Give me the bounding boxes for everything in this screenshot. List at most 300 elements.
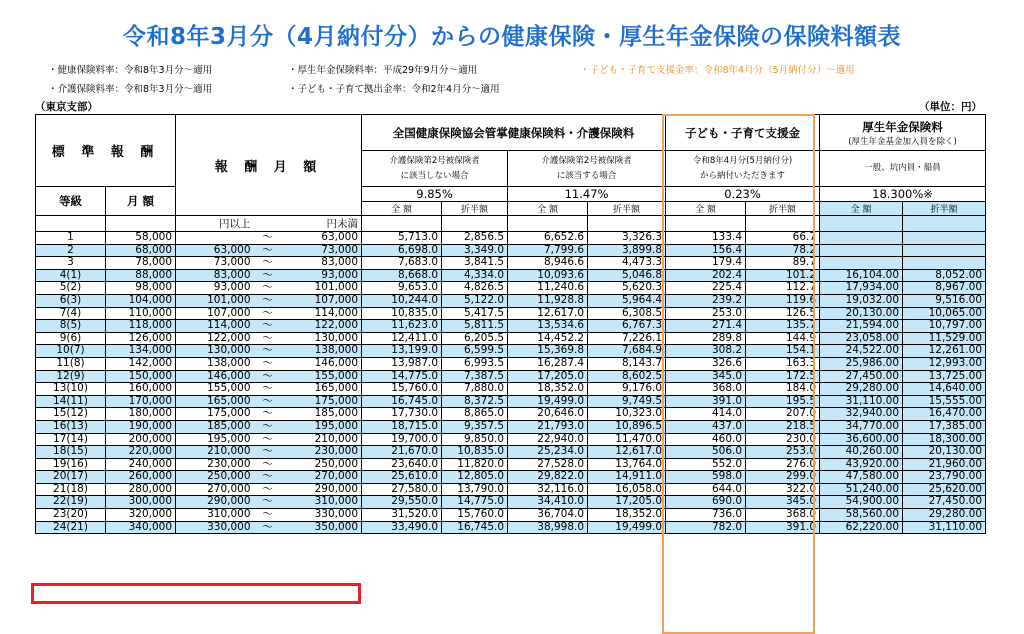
cell-from: 175,000: [176, 408, 254, 421]
cell-no-care-half: 3,841.5: [442, 257, 508, 270]
cell-no-care-full: 29,550.0: [362, 496, 442, 509]
cell-from: 122,000: [176, 332, 254, 345]
cell-pension-half: 12,993.00: [903, 357, 986, 370]
cell-care-half: 5,046.8: [588, 269, 666, 282]
cell-pension-half: 11,529.00: [903, 332, 986, 345]
cell-grade: 12(9): [36, 370, 106, 383]
cell-care-half: 19,499.0: [588, 521, 666, 534]
cell-care-half: 7,226.1: [588, 332, 666, 345]
cell-care-half: 3,326.3: [588, 232, 666, 245]
cell-to: 175,000: [282, 395, 362, 408]
cell-no-care-full: 31,520.0: [362, 509, 442, 522]
cell-no-care-full: 7,683.0: [362, 257, 442, 270]
cell-no-care-full: 27,580.0: [362, 483, 442, 496]
cell-child-full: 782.0: [666, 521, 746, 534]
cell-pension-full: 54,900.00: [820, 496, 903, 509]
cell-to: 210,000: [282, 433, 362, 446]
cell-to: 138,000: [282, 345, 362, 358]
cell-care-half: 6,767.3: [588, 320, 666, 333]
table-row: [36, 320, 986, 333]
cell-child-half: 154.1: [746, 345, 820, 358]
cell-care-full: 27,528.0: [508, 458, 588, 471]
cell-care-full: 17,205.0: [508, 370, 588, 383]
cell-child-full: 271.4: [666, 320, 746, 333]
cell-from: 310,000: [176, 509, 254, 522]
cell-to: 290,000: [282, 483, 362, 496]
cell-care-full: 20,646.0: [508, 408, 588, 421]
header-full-amount: 全 額: [362, 202, 442, 216]
cell-child-half: 368.0: [746, 509, 820, 522]
cell-monthly: 58,000: [106, 232, 176, 245]
cell-pension-half: 8,967.00: [903, 282, 986, 295]
header-full-amount: 全 額: [508, 202, 588, 216]
cell-to: 230,000: [282, 446, 362, 459]
cell-child-half: 253.0: [746, 446, 820, 459]
cell-from: 101,000: [176, 294, 254, 307]
cell-pension-half: 15,555.00: [903, 395, 986, 408]
rate-no-care: 9.85%: [362, 187, 508, 202]
cell-care-full: 11,928.8: [508, 294, 588, 307]
cell-grade: 18(15): [36, 446, 106, 459]
cell-grade: 19(16): [36, 458, 106, 471]
cell-grade: 15(12): [36, 408, 106, 421]
header-half-amount: 折半額: [588, 202, 666, 216]
cell-tilde: ～: [254, 458, 282, 471]
cell-to: 270,000: [282, 471, 362, 484]
cell-child-half: 218.5: [746, 420, 820, 433]
cell-no-care-half: 6,599.5: [442, 345, 508, 358]
cell-pension-half: 31,110.00: [903, 521, 986, 534]
cell-monthly: 142,000: [106, 357, 176, 370]
cell-care-half: 16,058.0: [588, 483, 666, 496]
cell-pension-full: 24,522.00: [820, 345, 903, 358]
table-row: [36, 307, 986, 320]
cell-to: 130,000: [282, 332, 362, 345]
cell-grade: 16(13): [36, 420, 106, 433]
cell-tilde: ～: [254, 496, 282, 509]
cell-no-care-half: 4,826.5: [442, 282, 508, 295]
cell-care-half: 12,617.0: [588, 446, 666, 459]
cell-monthly: 340,000: [106, 521, 176, 534]
rate-pension: 18.300%※: [820, 187, 986, 202]
cell-child-full: 225.4: [666, 282, 746, 295]
cell-no-care-half: 5,811.5: [442, 320, 508, 333]
table-body: [36, 232, 986, 534]
header-half-amount: 折半額: [903, 202, 986, 216]
cell-care-half: 8,602.5: [588, 370, 666, 383]
cell-child-half: 230.0: [746, 433, 820, 446]
header-pension-title: 厚生年金保険料: [862, 119, 943, 134]
cell-no-care-half: 5,417.5: [442, 307, 508, 320]
cell-care-full: 18,352.0: [508, 383, 588, 396]
cell-care-half: 18,352.0: [588, 509, 666, 522]
cell-pension-full: 62,220.00: [820, 521, 903, 534]
table-row: [36, 496, 986, 509]
cell-from: 210,000: [176, 446, 254, 459]
cell-to: 165,000: [282, 383, 362, 396]
table-row: [36, 357, 986, 370]
cell-child-half: 126.5: [746, 307, 820, 320]
cell-pension-full: 43,920.00: [820, 458, 903, 471]
cell-monthly: 78,000: [106, 257, 176, 270]
cell-from: 138,000: [176, 357, 254, 370]
cell-child-full: 253.0: [666, 307, 746, 320]
cell-no-care-full: 18,715.0: [362, 420, 442, 433]
cell-child-full: 326.6: [666, 357, 746, 370]
cell-grade: 14(11): [36, 395, 106, 408]
cell-to: 250,000: [282, 458, 362, 471]
cell-tilde: ～: [254, 370, 282, 383]
cell-from: 185,000: [176, 420, 254, 433]
cell-child-half: 89.7: [746, 257, 820, 270]
table-row: [36, 332, 986, 345]
table-row: [36, 420, 986, 433]
table-row: [36, 395, 986, 408]
cell-no-care-half: 6,205.5: [442, 332, 508, 345]
unit-label: （単位：円）: [919, 101, 982, 113]
cell-no-care-half: 4,334.0: [442, 269, 508, 282]
cell-grade: 6(3): [36, 294, 106, 307]
cell-monthly: 320,000: [106, 509, 176, 522]
cell-pension-full: 31,110.00: [820, 395, 903, 408]
cell-pension-half: 10,797.00: [903, 320, 986, 333]
cell-tilde: ～: [254, 320, 282, 333]
cell-to: 114,000: [282, 307, 362, 320]
cell-child-half: 322.0: [746, 483, 820, 496]
cell-care-half: 10,896.5: [588, 420, 666, 433]
spacer-cell: [106, 216, 176, 232]
cell-tilde: ～: [254, 244, 282, 257]
cell-grade: 3: [36, 257, 106, 270]
cell-pension-half: 12,261.00: [903, 345, 986, 358]
cell-monthly: 180,000: [106, 408, 176, 421]
cell-from: 130,000: [176, 345, 254, 358]
header-child-period: [666, 151, 820, 187]
cell-no-care-full: 8,668.0: [362, 269, 442, 282]
spacer-cell: [36, 216, 106, 232]
cell-tilde: ～: [254, 483, 282, 496]
cell-tilde: ～: [254, 420, 282, 433]
cell-grade: 20(17): [36, 471, 106, 484]
cell-monthly: 170,000: [106, 395, 176, 408]
cell-from: 330,000: [176, 521, 254, 534]
cell-no-care-full: 10,244.0: [362, 294, 442, 307]
header-half-amount: 折半額: [746, 202, 820, 216]
cell-pension-full: 20,130.00: [820, 307, 903, 320]
cell-pension-full: 47,580.00: [820, 471, 903, 484]
cell-care-full: 7,799.6: [508, 244, 588, 257]
cell-no-care-full: 23,640.0: [362, 458, 442, 471]
cell-care-full: 19,499.0: [508, 395, 588, 408]
cell-pension-half: 17,385.00: [903, 420, 986, 433]
cell-pension-full: 17,934.00: [820, 282, 903, 295]
cell-tilde: ～: [254, 232, 282, 245]
cell-pension-half: 18,300.00: [903, 433, 986, 446]
cell-no-care-half: 16,745.0: [442, 521, 508, 534]
cell-monthly: 200,000: [106, 433, 176, 446]
cell-care-full: 15,369.8: [508, 345, 588, 358]
table-row: [36, 282, 986, 295]
table-row: [36, 370, 986, 383]
cell-care-full: 10,093.6: [508, 269, 588, 282]
cell-to: 101,000: [282, 282, 362, 295]
cell-care-half: 13,764.0: [588, 458, 666, 471]
cell-care-half: 17,205.0: [588, 496, 666, 509]
cell-no-care-half: 15,760.0: [442, 509, 508, 522]
cell-care-full: 25,234.0: [508, 446, 588, 459]
cell-pension-full: 21,594.00: [820, 320, 903, 333]
cell-child-full: 552.0: [666, 458, 746, 471]
cell-to: 195,000: [282, 420, 362, 433]
cell-no-care-full: 33,490.0: [362, 521, 442, 534]
cell-no-care-full: 10,835.0: [362, 307, 442, 320]
cell-tilde: ～: [254, 521, 282, 534]
cell-pension-full: [820, 232, 903, 245]
cell-to: 73,000: [282, 244, 362, 257]
cell-tilde: ～: [254, 433, 282, 446]
cell-care-full: 38,998.0: [508, 521, 588, 534]
cell-tilde: ～: [254, 395, 282, 408]
cell-from: 270,000: [176, 483, 254, 496]
cell-care-full: 13,534.6: [508, 320, 588, 333]
header-monthly-amount: 月 額: [106, 187, 176, 216]
cell-child-full: 437.0: [666, 420, 746, 433]
cell-pension-full: 58,560.00: [820, 509, 903, 522]
cell-pension-full: 36,600.00: [820, 433, 903, 446]
cell-monthly: 134,000: [106, 345, 176, 358]
cell-care-full: 22,940.0: [508, 433, 588, 446]
header-child-period-line2: から納付いただきます: [700, 170, 786, 181]
cell-child-full: 239.2: [666, 294, 746, 307]
cell-pension-half: 9,516.00: [903, 294, 986, 307]
cell-no-care-full: 19,700.0: [362, 433, 442, 446]
cell-child-full: 460.0: [666, 433, 746, 446]
cell-no-care-half: 10,835.0: [442, 446, 508, 459]
cell-pension-full: 23,058.00: [820, 332, 903, 345]
cell-no-care-full: 5,713.0: [362, 232, 442, 245]
cell-no-care-half: 6,993.5: [442, 357, 508, 370]
note-support-rate: ・子ども・子育て支援金率：令和8年4月分（5月納付分）～適用: [580, 65, 855, 76]
spacer-cell: [362, 216, 442, 232]
cell-child-full: 308.2: [666, 345, 746, 358]
spacer-cell: [442, 216, 508, 232]
note-health-rate: ・健康保険料率：令和8年3月分～適用: [48, 65, 213, 76]
cell-child-full: 133.4: [666, 232, 746, 245]
cell-grade: 21(18): [36, 483, 106, 496]
cell-to: 310,000: [282, 496, 362, 509]
cell-from: 63,000: [176, 244, 254, 257]
cell-care-full: 11,240.6: [508, 282, 588, 295]
header-grade: 等級: [36, 187, 106, 216]
cell-care-half: 9,176.0: [588, 383, 666, 396]
cell-no-care-full: 15,760.0: [362, 383, 442, 396]
cell-pension-half: 23,790.00: [903, 471, 986, 484]
cell-pension-full: 32,940.00: [820, 408, 903, 421]
note-pension-rate: ・厚生年金保険料率：平成29年9月分～適用: [288, 65, 478, 76]
highlight-row-frame: [31, 583, 361, 604]
cell-from: [176, 232, 254, 245]
rate-care: 11.47%: [508, 187, 666, 202]
cell-care-half: 5,620.3: [588, 282, 666, 295]
cell-child-full: 598.0: [666, 471, 746, 484]
cell-no-care-half: 11,820.0: [442, 458, 508, 471]
cell-from: 155,000: [176, 383, 254, 396]
cell-no-care-half: 8,372.5: [442, 395, 508, 408]
cell-monthly: 88,000: [106, 269, 176, 282]
cell-no-care-half: 12,805.0: [442, 471, 508, 484]
cell-child-half: 276.0: [746, 458, 820, 471]
cell-grade: 17(14): [36, 433, 106, 446]
cell-pension-full: 27,450.00: [820, 370, 903, 383]
cell-child-half: 184.0: [746, 383, 820, 396]
cell-child-full: 368.0: [666, 383, 746, 396]
cell-monthly: 260,000: [106, 471, 176, 484]
table-row: [36, 408, 986, 421]
cell-care-half: 6,308.5: [588, 307, 666, 320]
cell-grade: 11(8): [36, 357, 106, 370]
cell-no-care-full: 25,610.0: [362, 471, 442, 484]
cell-care-half: 4,473.3: [588, 257, 666, 270]
cell-grade: 8(5): [36, 320, 106, 333]
table-row: [36, 257, 986, 270]
cell-monthly: 190,000: [106, 420, 176, 433]
header-no-care: [362, 151, 508, 187]
cell-care-full: 12,617.0: [508, 307, 588, 320]
cell-tilde: ～: [254, 509, 282, 522]
cell-child-half: 119.6: [746, 294, 820, 307]
cell-grade: 4(1): [36, 269, 106, 282]
spacer-cell: [254, 216, 282, 232]
cell-from: 250,000: [176, 471, 254, 484]
header-no-care-line1: 介護保険第2号被保険者: [389, 155, 480, 166]
cell-care-half: 14,911.0: [588, 471, 666, 484]
cell-care-full: 8,946.6: [508, 257, 588, 270]
cell-no-care-full: 6,698.0: [362, 244, 442, 257]
cell-to: 350,000: [282, 521, 362, 534]
table-row: [36, 521, 986, 534]
header-child-period-line1: 令和8年4月分(5月納付分): [692, 155, 793, 166]
table-row: [36, 294, 986, 307]
cell-monthly: 300,000: [106, 496, 176, 509]
cell-pension-half: [903, 257, 986, 270]
cell-pension-half: 8,052.00: [903, 269, 986, 282]
cell-to: 146,000: [282, 357, 362, 370]
cell-no-care-full: 14,775.0: [362, 370, 442, 383]
cell-to: 93,000: [282, 269, 362, 282]
cell-monthly: 118,000: [106, 320, 176, 333]
cell-child-half: 172.5: [746, 370, 820, 383]
spacer-cell: [746, 216, 820, 232]
cell-grade: 10(7): [36, 345, 106, 358]
cell-from: 165,000: [176, 395, 254, 408]
table-row: [36, 483, 986, 496]
cell-no-care-half: 7,387.5: [442, 370, 508, 383]
cell-child-half: 78.2: [746, 244, 820, 257]
spacer-cell: [666, 216, 746, 232]
cell-no-care-half: 9,357.5: [442, 420, 508, 433]
table-row: [36, 458, 986, 471]
cell-child-full: 202.4: [666, 269, 746, 282]
cell-tilde: ～: [254, 446, 282, 459]
cell-pension-full: 40,260.00: [820, 446, 903, 459]
cell-pension-full: 34,770.00: [820, 420, 903, 433]
cell-care-full: 34,410.0: [508, 496, 588, 509]
cell-child-full: 345.0: [666, 370, 746, 383]
cell-no-care-full: 12,411.0: [362, 332, 442, 345]
cell-care-half: 8,143.7: [588, 357, 666, 370]
table-row: [36, 383, 986, 396]
cell-pension-half: 25,620.00: [903, 483, 986, 496]
cell-care-half: 10,323.0: [588, 408, 666, 421]
cell-care-full: 14,452.2: [508, 332, 588, 345]
note-child-contribution-rate: ・子ども・子育て拠出金率：令和2年4月分～適用: [288, 84, 500, 95]
cell-to: 63,000: [282, 232, 362, 245]
header-pension-insurance: [820, 115, 986, 151]
cell-child-half: 135.7: [746, 320, 820, 333]
cell-child-half: 195.5: [746, 395, 820, 408]
table-row: [36, 345, 986, 358]
cell-child-full: 644.0: [666, 483, 746, 496]
table-row: [36, 269, 986, 282]
cell-tilde: ～: [254, 408, 282, 421]
cell-no-care-half: 13,790.0: [442, 483, 508, 496]
cell-monthly: 98,000: [106, 282, 176, 295]
table-row: [36, 433, 986, 446]
header-monthly-pay: 報 酬 月 額: [176, 115, 362, 216]
cell-pension-half: 29,280.00: [903, 509, 986, 522]
cell-care-half: 11,470.0: [588, 433, 666, 446]
cell-no-care-full: 13,199.0: [362, 345, 442, 358]
note-care-rate: ・介護保険料率：令和8年3月分～適用: [48, 84, 213, 95]
cell-tilde: ～: [254, 307, 282, 320]
header-no-care-line2: に該当しない場合: [400, 170, 469, 181]
cell-child-half: 299.0: [746, 471, 820, 484]
rate-child-support: 0.23%: [666, 187, 820, 202]
spacer-cell: [903, 216, 986, 232]
cell-tilde: ～: [254, 332, 282, 345]
cell-no-care-full: 11,623.0: [362, 320, 442, 333]
premium-table: [35, 114, 986, 534]
cell-grade: 13(10): [36, 383, 106, 396]
cell-tilde: ～: [254, 357, 282, 370]
cell-no-care-full: 21,670.0: [362, 446, 442, 459]
cell-from: 83,000: [176, 269, 254, 282]
cell-pension-half: 10,065.00: [903, 307, 986, 320]
cell-no-care-full: 17,730.0: [362, 408, 442, 421]
cell-no-care-half: 8,865.0: [442, 408, 508, 421]
cell-from: 93,000: [176, 282, 254, 295]
table-row: [36, 232, 986, 245]
cell-grade: 1: [36, 232, 106, 245]
cell-from: 73,000: [176, 257, 254, 270]
cell-pension-full: [820, 244, 903, 257]
cell-child-full: 690.0: [666, 496, 746, 509]
cell-child-full: 156.4: [666, 244, 746, 257]
header-health-insurance: 全国健康保険協会管掌健康保険料・介護保険料: [362, 115, 666, 151]
cell-pension-half: 14,640.00: [903, 383, 986, 396]
cell-pension-half: [903, 244, 986, 257]
cell-care-half: 7,684.9: [588, 345, 666, 358]
cell-child-half: 391.0: [746, 521, 820, 534]
cell-to: 107,000: [282, 294, 362, 307]
cell-pension-full: 51,240.00: [820, 483, 903, 496]
header-full-amount: 全 額: [666, 202, 746, 216]
cell-tilde: ～: [254, 345, 282, 358]
cell-pension-half: 21,960.00: [903, 458, 986, 471]
cell-tilde: ～: [254, 471, 282, 484]
header-pension-subtitle: (厚生年金基金加入員を除く): [848, 136, 957, 147]
cell-child-full: 179.4: [666, 257, 746, 270]
